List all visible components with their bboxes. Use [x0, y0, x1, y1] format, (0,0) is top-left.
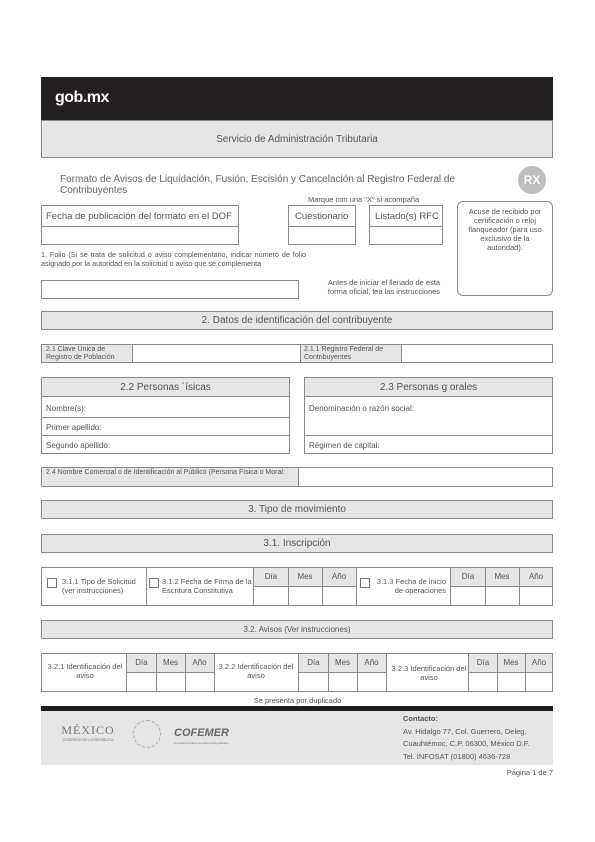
- contact-address-1: Av. Hidalgo 77, Col. Guerrero, Deleg.: [403, 726, 527, 736]
- fisicas-title: 2.2 Personas ´ísicas: [120, 381, 211, 393]
- gobierno-text: GOBIERNO DE LA REPÚBLICA: [62, 738, 114, 742]
- inscripcion-title: 3.1. Inscripción: [263, 538, 331, 549]
- agency-name: Servicio de Administración Tributaria: [216, 133, 378, 145]
- fecha-inicio-label: 3.1.3 Fecha de inicio de operaciones: [376, 577, 446, 595]
- cofemer-logo: [174, 723, 234, 745]
- avisos-title: 3.2. Avisos (Ver instrucciones): [243, 625, 351, 634]
- receipt-label: Acuse de recibido por certificación o reloj flanqueador (para uso exclusivo de la autoridad).: [468, 207, 542, 252]
- aviso1-mes: Mes: [162, 658, 179, 667]
- firma-anio: Año: [331, 572, 347, 581]
- firma-dia: Día: [264, 572, 278, 581]
- cofemer-sub-text: Comisión Federal de Mejora Regulatoria: [174, 741, 228, 745]
- rx-badge-text: RX: [523, 173, 541, 187]
- curp-input[interactable]: [133, 345, 300, 362]
- page-number: Página 1 de 7: [506, 768, 553, 777]
- fecha-inicio-checkbox[interactable]: [360, 578, 370, 588]
- receipt-box: [457, 201, 553, 296]
- regimen-label: Régimen de capital:: [309, 441, 380, 450]
- dof-date-label: Fecha de publicación del formato en el DOF: [46, 211, 232, 222]
- mexico-logo: [57, 723, 119, 742]
- dof-date-field[interactable]: [42, 227, 238, 244]
- curp-rfc-row: [41, 344, 553, 363]
- section3-title: 3. Tipo de movimiento: [248, 504, 346, 515]
- mexico-text: MÉXICO: [61, 723, 115, 737]
- folio-input[interactable]: [41, 280, 299, 299]
- section2-header: [41, 311, 553, 330]
- gob-header: [41, 77, 553, 120]
- avisos-header: [41, 620, 553, 639]
- razon-social-label: Denominación o razón social:: [309, 404, 414, 413]
- section2-title: 2. Datos de identificación del contribuyente: [201, 315, 393, 326]
- duplicado-note: Se presenta por duplicado: [253, 696, 342, 705]
- aviso2-anio: Año: [364, 658, 379, 667]
- rfc-list-label: Listado(s) RFC: [375, 211, 439, 222]
- segundo-apellido-label: Segundo apellido:: [46, 441, 111, 450]
- tipo-solicitud-checkbox[interactable]: [47, 578, 57, 588]
- tipo-solicitud-label: 3.1.1 Tipo de Solicitud (ver instrucciones): [62, 577, 136, 595]
- cofemer-text: COFEMER: [174, 727, 229, 739]
- inicio-dia: Día: [461, 572, 475, 581]
- gob-logo: gob.mx: [55, 89, 109, 106]
- rfc-list-box: [369, 205, 443, 245]
- aviso1-anio: Año: [192, 658, 207, 667]
- contact-block: [403, 713, 551, 763]
- inscripcion-row: [41, 567, 553, 606]
- nombre-label: Nombre(s):: [46, 404, 87, 413]
- fisicas-box: [41, 377, 290, 454]
- primer-apellido-label: Primer apellido:: [46, 423, 102, 432]
- inscripcion-header: [41, 534, 553, 553]
- contact-title: Contacto:: [403, 714, 438, 723]
- questionnaire-box: [288, 205, 356, 245]
- fecha-firma-label: 3.1.2 Fecha de Firma de la Escritura Constitutiva: [162, 577, 252, 595]
- form-title: Formato de Avisos de Liquidación, Fusión, Escisión y Cancelación al Registro Federal de Contribuyentes: [60, 174, 456, 196]
- aviso2-label: 3.2.2 Identificación del aviso: [218, 662, 294, 680]
- aviso2-mes: Mes: [334, 658, 351, 667]
- seal-icon: [133, 720, 161, 748]
- firma-mes: Mes: [297, 572, 313, 581]
- morales-title: 2.3 Personas g orales: [379, 381, 478, 393]
- rx-badge: [518, 166, 546, 194]
- aviso3-dia: Día: [476, 658, 490, 667]
- fecha-firma-checkbox[interactable]: [149, 578, 159, 588]
- section3-header: [41, 500, 553, 519]
- instructions-note: Antes de iniciar el llenado de esta forma oficial, lea las instrucciones: [327, 278, 441, 296]
- aviso2-dia: Día: [307, 658, 320, 667]
- footer: [41, 711, 553, 765]
- aviso3-anio: Año: [531, 658, 547, 667]
- contact-phone: Tel. INFOSAT (01800) 4636-728: [403, 751, 511, 761]
- inicio-mes: Mes: [494, 572, 510, 581]
- contact-address-2: Cuauhtémoc, C.P. 06300, México D.F.: [403, 739, 530, 748]
- agency-banner: [41, 120, 553, 158]
- curp-label: 2.1 Clave Única de Registro de Población: [46, 346, 115, 361]
- rfc-label: 2.1.1 Registro Federal de Contribuyentes: [304, 346, 383, 361]
- questionnaire-field[interactable]: [289, 227, 355, 244]
- aviso3-label: 3.2.3 Identificación del aviso: [391, 664, 467, 682]
- questionnaire-label: Cuestionario: [295, 211, 349, 222]
- rfc-input[interactable]: [402, 345, 552, 362]
- aviso3-mes: Mes: [503, 658, 519, 667]
- folio-label: 1. Folio (Si se trata de solicitud o aviso complementario, indicar número de folio asignado por la autoridad en la solicitud o aviso que se complementa: [41, 250, 306, 268]
- dof-date-box: [41, 205, 239, 245]
- aviso1-dia: Día: [135, 658, 148, 667]
- mark-note: Marque con una "X" si acompaña: [308, 195, 420, 204]
- nombre-comercial-row: [41, 467, 553, 487]
- nombre-comercial-label: 2.4 Nombre Comercial o de Identificación al Público (Persona Física o Moral:: [46, 469, 285, 476]
- rfc-list-field[interactable]: [370, 227, 442, 244]
- morales-box: [304, 377, 553, 454]
- inicio-anio: Año: [528, 572, 544, 581]
- avisos-row: [41, 653, 553, 692]
- nombre-comercial-input[interactable]: [299, 468, 552, 486]
- aviso1-label: 3.2.1 Identificación del aviso: [47, 662, 123, 680]
